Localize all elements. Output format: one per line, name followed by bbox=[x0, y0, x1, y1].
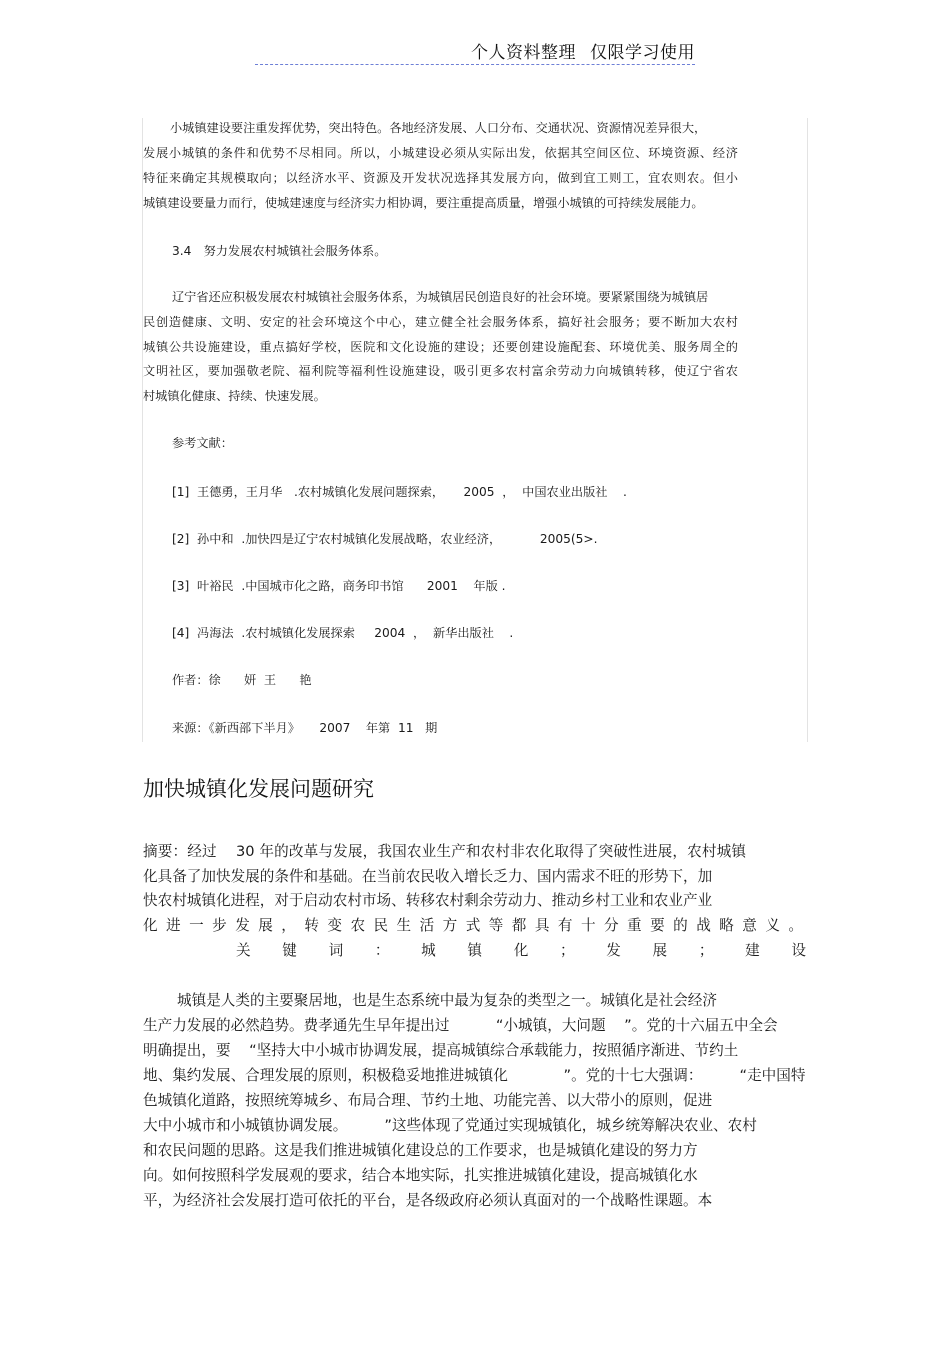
frame-right-border bbox=[807, 118, 808, 742]
body-line: 色城镇化道路，按照统筹城乡、布局合理、节约土地、功能完善、以大带小的原则，促进 bbox=[143, 1092, 713, 1109]
body-line: 地、集约发展、合理发展的原则，积极稳妥地推进城镇化 ”。党的十七大强调： “走中国特 bbox=[143, 1067, 806, 1084]
body-line: 生产力发展的必然趋势。费孝通先生早年提出过 “小城镇，大问题 ”。党的十六届五中全会 bbox=[143, 1017, 778, 1034]
reference-item: [2] 孙中和 .加快四是辽宁农村城镇化发展战略，农业经济， 2005(5>. bbox=[172, 532, 598, 546]
source-line: 来源：《新西部下半月》 2007 年第 11 期 bbox=[172, 721, 438, 735]
paragraph-line: 城镇公共设施建设，重点搞好学校，医院和文化设施的建设；还要创建设施配套、环境优美、服务周全的 bbox=[143, 340, 738, 354]
keyword-char: 发 bbox=[606, 942, 621, 959]
abstract-line: 化进一步发展，转变农民生活方式等都具有十分重要的战略意义。 bbox=[143, 917, 803, 934]
article-title: 加快城镇化发展问题研究 bbox=[143, 777, 374, 801]
keyword-char: ： bbox=[374, 942, 390, 959]
paragraph-line: 发展小城镇的条件和优势不尽相同。所以，小城建设必须从实际出发，依据其空间区位、环境资源、经济 bbox=[143, 146, 738, 160]
paragraph-line: 文明社区，要加强敬老院、福利院等福利性设施建设，吸引更多农村富余劳动力向城镇转移，使辽宁省农 bbox=[143, 364, 738, 378]
page-header bbox=[255, 42, 695, 65]
paragraph-line: 村城镇化健康、持续、快速发展。 bbox=[143, 389, 326, 403]
keyword-char: 键 bbox=[282, 942, 297, 959]
keyword-char: 词 bbox=[328, 942, 344, 959]
keyword-char: 镇 bbox=[467, 942, 483, 959]
keyword-char: 城 bbox=[421, 942, 436, 959]
references-label: 参考文献： bbox=[172, 436, 233, 450]
author-line: 作者：徐 妍 王 艳 bbox=[172, 673, 312, 687]
keywords-line bbox=[236, 941, 806, 961]
keyword-char: 建 bbox=[745, 942, 760, 959]
keyword-char: 关 bbox=[236, 942, 251, 959]
frame-left-border bbox=[142, 118, 143, 742]
paragraph-line: 民创造健康、文明、安定的社会环境这个中心，建立健全社会服务体系，搞好社会服务；要不断加大农村 bbox=[143, 315, 738, 329]
reference-item: [1] 王德勇，王月华 .农村城镇化发展问题探索， 2005 ， 中国农业出版社 . bbox=[172, 485, 627, 499]
body-line: 城镇是人类的主要聚居地，也是生态系统中最为复杂的类型之一。城镇化是社会经济 bbox=[177, 992, 717, 1009]
reference-item: [3] 叶裕民 .中国城市化之路，商务印书馆 2001 年版 . bbox=[172, 579, 506, 593]
section-heading: 3.4 努力发展农村城镇社会服务体系。 bbox=[172, 244, 387, 258]
keyword-char: 化 bbox=[513, 942, 529, 959]
body-line: 向。如何按照科学发展观的要求，结合本地实际，扎实推进城镇化建设，提高城镇化水 bbox=[143, 1167, 698, 1184]
keyword-char: 设 bbox=[791, 942, 806, 959]
body-line: 和农民问题的思路。这是我们推进城镇化建设总的工作要求，也是城镇化建设的努力方 bbox=[143, 1142, 698, 1159]
body-line: 大中小城市和小城镇协调发展。 ”这些体现了党通过实现城镇化，城乡统筹解决农业、农村 bbox=[143, 1117, 757, 1134]
keyword-char: ； bbox=[559, 942, 575, 959]
abstract-line: 快农村城镇化进程，对于启动农村市场、转移农村剩余劳动力、推动乡村工业和农业产业 bbox=[143, 892, 713, 909]
abstract-line: 摘要：经过 30 年的改革与发展，我国农业生产和农村非农化取得了突破性进展，农村城镇 bbox=[143, 843, 746, 860]
paragraph-line: 特征来确定其规模取向；以经济水平、资源及开发状况选择其发展方向，做到宜工则工，宜农则农。但小 bbox=[143, 171, 738, 185]
reference-item: [4] 冯海法 .农村城镇化发展探索 2004 ， 新华出版社 . bbox=[172, 626, 514, 640]
paragraph-line: 辽宁省还应积极发展农村城镇社会服务体系，为城镇居民创造良好的社会环境。要紧紧围绕为城镇居 bbox=[172, 290, 709, 304]
body-line: 平，为经济社会发展打造可依托的平台，是各级政府必须认真面对的一个战略性课题。本 bbox=[143, 1192, 713, 1209]
keyword-char: ； bbox=[698, 942, 714, 959]
abstract-line: 化具备了加快发展的条件和基础。在当前农民收入增长乏力、国内需求不旺的形势下，加 bbox=[143, 868, 713, 885]
paragraph-line: 小城镇建设要注重发挥优势，突出特色。各地经济发展、人口分布、交通状况、资源情况差异很大， bbox=[170, 121, 707, 135]
keyword-char: 展 bbox=[652, 942, 668, 959]
header-title: 个人资料整理 bbox=[471, 43, 576, 63]
body-line: 明确提出，要 “坚持大中小城市协调发展，提高城镇综合承载能力，按照循序渐进、节约土 bbox=[143, 1042, 739, 1059]
header-subtitle: 仅限学习使用 bbox=[590, 43, 695, 63]
paragraph-line: 城镇建设要量力而行，使城建速度与经济实力相协调，要注重提高质量，增强小城镇的可持续发展能力。 bbox=[143, 196, 704, 210]
